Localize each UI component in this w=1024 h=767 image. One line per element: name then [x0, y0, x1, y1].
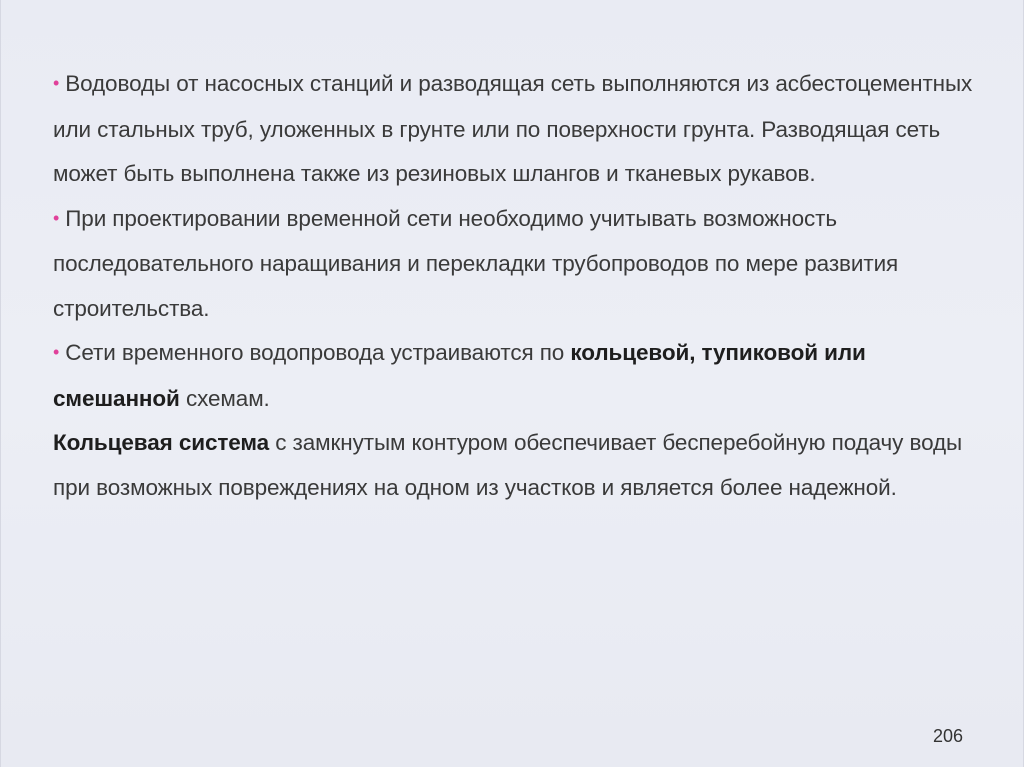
paragraph-network-design	[53, 197, 983, 332]
bullet-icon: •	[53, 207, 60, 228]
bullet-icon: •	[53, 73, 60, 93]
page-number: 206	[933, 726, 964, 746]
paragraph-text: При проектировании временной сети необходимо учитывать возможность последовательного наращивания и перекладки трубопроводов по мере развития строительства.	[53, 205, 899, 321]
slide-body	[53, 62, 983, 510]
paragraph-emphasis: кольцевой, тупиковой или смешанной	[53, 340, 866, 411]
paragraph-text: Водоводы от насосных станций и разводящая сеть выполняются из асбестоцементных или стальных труб, уложенных в грунте или по поверхности грунта. Разводящая сеть может быть выполнена также из резиновых шлангов и тканевых рукавов.	[53, 71, 973, 186]
paragraph-text: схемам.	[179, 385, 270, 411]
bullet-icon: •	[53, 342, 60, 362]
paragraph-text: Сети временного водопровода устраиваются по	[65, 340, 571, 365]
paragraph-water-mains	[53, 62, 983, 197]
paragraph-ring-system	[53, 421, 983, 510]
paragraph-network-schemes	[53, 331, 983, 421]
paragraph-text: с замкнутым контуром обеспечивает бесперебойную подачу воды при возможных повреждениях на одном из участков и является более надежной.	[53, 430, 963, 500]
paragraph-emphasis: Кольцевая система	[53, 430, 270, 455]
